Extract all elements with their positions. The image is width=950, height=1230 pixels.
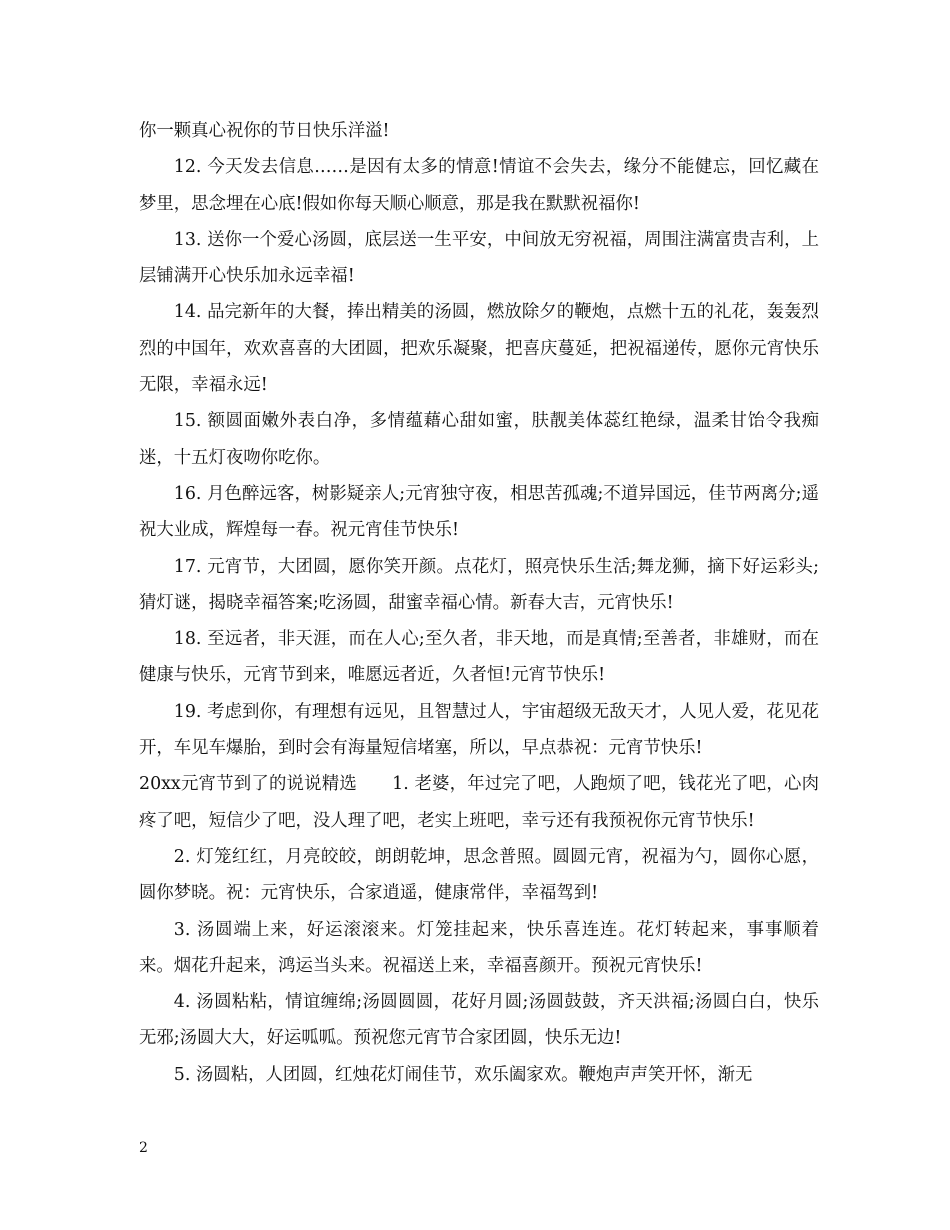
paragraph-13: 13. 送你一个爱心汤圆，底层送一生平安，中间放无穷祝福，周围注满富贵吉利，上层铺满开心快乐加永远幸福! xyxy=(139,229,819,287)
paragraph-2: 2. 灯笼红红，月亮皎皎，朗朗乾坤，思念普照。圆圆元宵，祝福为勺，圆你心愿，圆你梦晓。祝：元宵快乐，合家逍遥，健康常伴，幸福驾到! xyxy=(139,846,819,904)
paragraph-continuation: 你一颗真心祝你的节日快乐洋溢! xyxy=(139,121,390,141)
paragraph-18: 18. 至远者，非天涯，而在人心;至久者，非天地，而是真情;至善者，非雄财，而在健康与快乐，元宵节到来，唯愿远者近，久者恒!元宵节快乐! xyxy=(139,629,819,686)
paragraph-17: 17. 元宵节，大团圆，愿你笑开颜。点花灯，照亮快乐生活;舞龙狮，摘下好运彩头;猜灯谜，揭晓幸福答案;吃汤圆，甜蜜幸福心情。新春大吉，元宵快乐! xyxy=(139,556,819,613)
paragraph-14: 14. 品完新年的大餐，捧出精美的汤圆，燃放除夕的鞭炮，点燃十五的礼花，轰轰烈烈的中国年，欢欢喜喜的大团圆，把欢乐凝聚，把喜庆蔓延，把祝福递传，愿你元宵快乐无限，幸福永远! xyxy=(139,302,819,396)
paragraph-16: 16. 月色醉远客，树影疑亲人;元宵独守夜，相思苦孤魂;不道异国远，佳节两离分;遥祝大业成，辉煌每一春。祝元宵佳节快乐! xyxy=(139,483,819,541)
document-body xyxy=(139,113,819,1093)
paragraph-12: 12. 今天发去信息……是因有太多的情意!情谊不会失去，缘分不能健忘，回忆藏在梦里，思念埋在心底!假如你每天顺心顺意，那是我在默默祝福你! xyxy=(139,157,819,214)
paragraph-3: 3. 汤圆端上来，好运滚滚来。灯笼挂起来，快乐喜连连。花灯转起来，事事顺着来。烟花升起来，鸿运当头来。祝福送上来，幸福喜颜开。预祝元宵快乐! xyxy=(139,919,819,976)
paragraph-15: 15. 额圆面嫩外表白净，多情蕴藉心甜如蜜，肤靓美体蕊红艳绿，温柔甘饴令我痴迷，十五灯夜吻你吃你。 xyxy=(139,411,819,468)
section-heading-with-item-1: 20xx元宵节到了的说说精选 1. 老婆，年过完了吧，人跑烦了吧，钱花光了吧，心肉疼了吧，短信少了吧，没人理了吧，老实上班吧，幸亏还有我预祝你元宵节快乐! xyxy=(139,774,819,831)
paragraph-4: 4. 汤圆粘粘，情谊缠绵;汤圆圆圆，花好月圆;汤圆鼓鼓，齐天洪福;汤圆白白，快乐无邪;汤圆大大，好运呱呱。预祝您元宵节合家团圆，快乐无边! xyxy=(139,992,819,1049)
page-number: 2 xyxy=(139,1140,148,1156)
paragraph-19: 19. 考虑到你，有理想有远见，且智慧过人，宇宙超级无敌天才，人见人爱，花见花开，车见车爆胎，到时会有海量短信堵塞，所以，早点恭祝：元宵节快乐! xyxy=(139,701,819,759)
paragraph-5: 5. 汤圆粘，人团圆，红烛花灯闹佳节，欢乐阖家欢。鞭炮声声笑开怀，渐无 xyxy=(173,1064,753,1085)
